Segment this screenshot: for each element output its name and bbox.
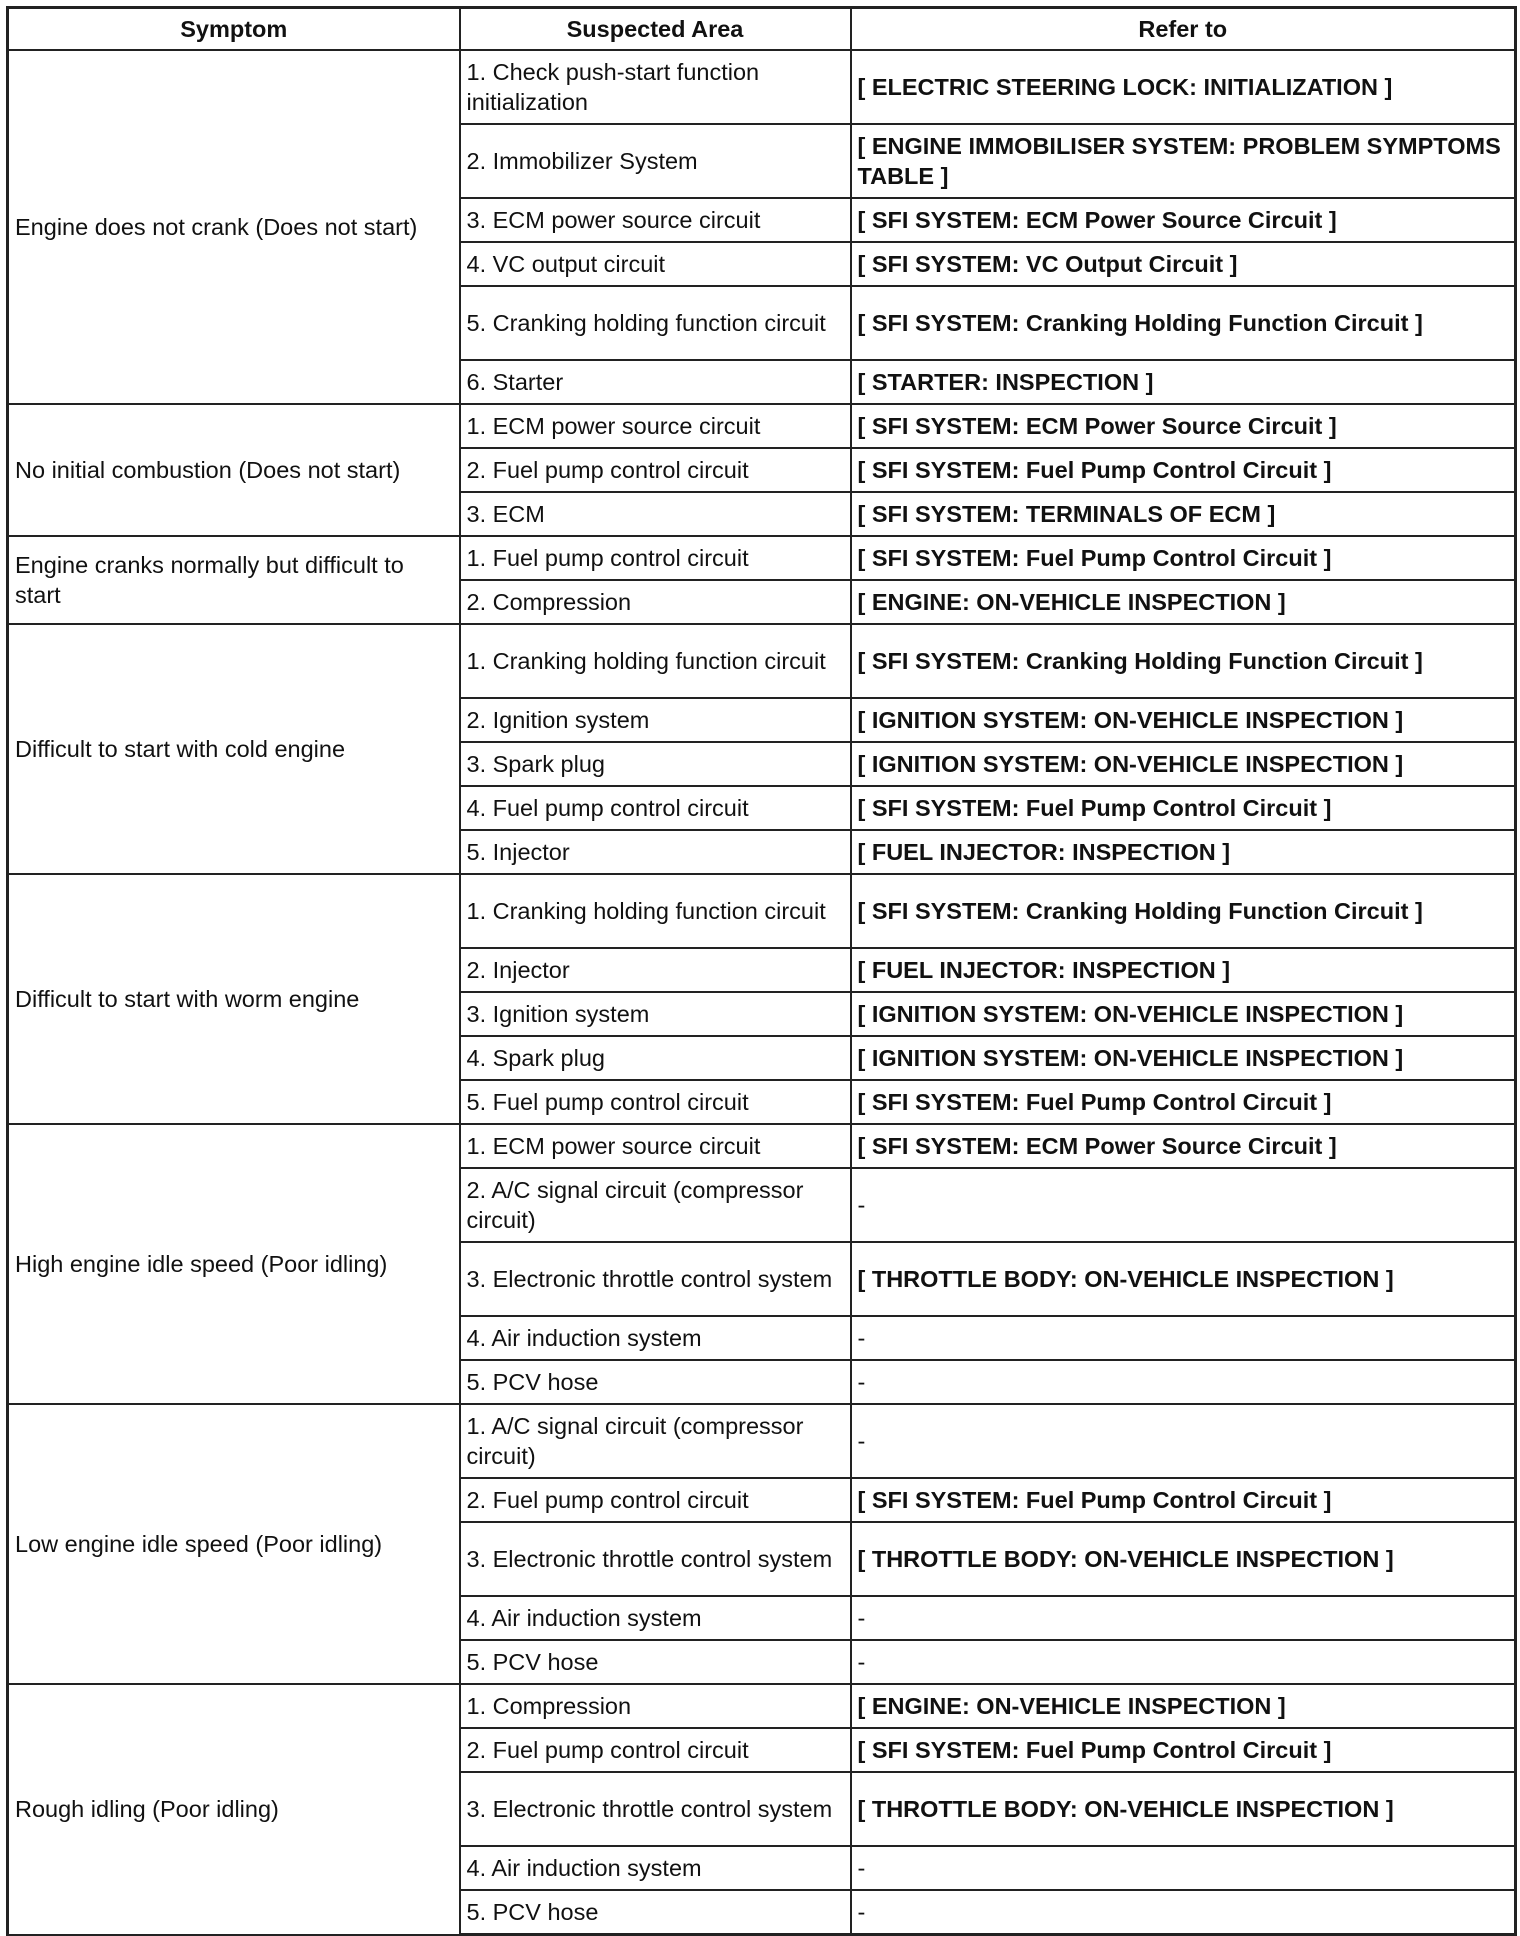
header-suspected-area: Suspected Area: [460, 8, 851, 51]
suspected-area-cell: 1. Cranking holding function circuit: [460, 624, 851, 698]
refer-to-link[interactable]: [ THROTTLE BODY: ON-VEHICLE INSPECTION ]: [851, 1772, 1516, 1846]
refer-to-link[interactable]: [ SFI SYSTEM: Fuel Pump Control Circuit ]: [851, 448, 1516, 492]
symptom-cell: Rough idling (Poor idling): [8, 1684, 460, 1935]
suspected-area-cell: 3. Spark plug: [460, 742, 851, 786]
refer-to-link[interactable]: [ SFI SYSTEM: ECM Power Source Circuit ]: [851, 1124, 1516, 1168]
refer-to-link[interactable]: [ ENGINE: ON-VEHICLE INSPECTION ]: [851, 1684, 1516, 1728]
refer-to-link[interactable]: [ SFI SYSTEM: Cranking Holding Function Circuit ]: [851, 874, 1516, 948]
suspected-area-cell: 4. VC output circuit: [460, 242, 851, 286]
table-row: [8, 404, 1516, 448]
refer-to-link[interactable]: [ ENGINE: ON-VEHICLE INSPECTION ]: [851, 580, 1516, 624]
suspected-area-cell: 2. A/C signal circuit (compressor circuit): [460, 1168, 851, 1242]
suspected-area-cell: 5. PCV hose: [460, 1640, 851, 1684]
refer-to-cell: -: [851, 1640, 1516, 1684]
suspected-area-cell: 5. PCV hose: [460, 1360, 851, 1404]
refer-to-link[interactable]: [ IGNITION SYSTEM: ON-VEHICLE INSPECTION ]: [851, 698, 1516, 742]
refer-to-cell: -: [851, 1404, 1516, 1478]
symptom-cell: No initial combustion (Does not start): [8, 404, 460, 536]
refer-to-link[interactable]: [ SFI SYSTEM: Fuel Pump Control Circuit ]: [851, 786, 1516, 830]
symptom-cell: Difficult to start with worm engine: [8, 874, 460, 1124]
table-row: [8, 624, 1516, 698]
suspected-area-cell: 1. Check push-start function initialization: [460, 50, 851, 124]
refer-to-cell: -: [851, 1316, 1516, 1360]
refer-to-link[interactable]: [ SFI SYSTEM: Fuel Pump Control Circuit ]: [851, 536, 1516, 580]
symptom-cell: High engine idle speed (Poor idling): [8, 1124, 460, 1404]
refer-to-link[interactable]: [ IGNITION SYSTEM: ON-VEHICLE INSPECTION ]: [851, 1036, 1516, 1080]
symptom-cell: Difficult to start with cold engine: [8, 624, 460, 874]
suspected-area-cell: 2. Fuel pump control circuit: [460, 448, 851, 492]
refer-to-link[interactable]: [ STARTER: INSPECTION ]: [851, 360, 1516, 404]
suspected-area-cell: 3. Electronic throttle control system: [460, 1522, 851, 1596]
suspected-area-cell: 2. Fuel pump control circuit: [460, 1478, 851, 1522]
refer-to-link[interactable]: [ SFI SYSTEM: VC Output Circuit ]: [851, 242, 1516, 286]
refer-to-cell: -: [851, 1846, 1516, 1890]
suspected-area-cell: 4. Air induction system: [460, 1316, 851, 1360]
refer-to-link[interactable]: [ THROTTLE BODY: ON-VEHICLE INSPECTION ]: [851, 1242, 1516, 1316]
suspected-area-cell: 2. Injector: [460, 948, 851, 992]
refer-to-cell: -: [851, 1168, 1516, 1242]
refer-to-link[interactable]: [ SFI SYSTEM: Fuel Pump Control Circuit ]: [851, 1080, 1516, 1124]
refer-to-cell: -: [851, 1360, 1516, 1404]
symptom-cell: Engine cranks normally but difficult to start: [8, 536, 460, 624]
suspected-area-cell: 6. Starter: [460, 360, 851, 404]
table-row: [8, 1404, 1516, 1478]
refer-to-link[interactable]: [ IGNITION SYSTEM: ON-VEHICLE INSPECTION ]: [851, 742, 1516, 786]
problem-symptoms-table: [6, 6, 1517, 1936]
suspected-area-cell: 2. Ignition system: [460, 698, 851, 742]
refer-to-link[interactable]: [ SFI SYSTEM: Cranking Holding Function Circuit ]: [851, 286, 1516, 360]
table-row: [8, 874, 1516, 948]
suspected-area-cell: 1. A/C signal circuit (compressor circuit): [460, 1404, 851, 1478]
table-row: [8, 1124, 1516, 1168]
refer-to-link[interactable]: [ SFI SYSTEM: TERMINALS OF ECM ]: [851, 492, 1516, 536]
suspected-area-cell: 5. Cranking holding function circuit: [460, 286, 851, 360]
suspected-area-cell: 4. Spark plug: [460, 1036, 851, 1080]
suspected-area-cell: 5. PCV hose: [460, 1890, 851, 1935]
suspected-area-cell: 2. Immobilizer System: [460, 124, 851, 198]
suspected-area-cell: 4. Air induction system: [460, 1596, 851, 1640]
suspected-area-cell: 5. Injector: [460, 830, 851, 874]
table-row: [8, 50, 1516, 124]
suspected-area-cell: 2. Compression: [460, 580, 851, 624]
header-refer-to: Refer to: [851, 8, 1516, 51]
suspected-area-cell: 1. Compression: [460, 1684, 851, 1728]
suspected-area-cell: 3. Electronic throttle control system: [460, 1242, 851, 1316]
symptom-cell: Low engine idle speed (Poor idling): [8, 1404, 460, 1684]
suspected-area-cell: 1. ECM power source circuit: [460, 1124, 851, 1168]
suspected-area-cell: 1. Cranking holding function circuit: [460, 874, 851, 948]
table-row: [8, 536, 1516, 580]
refer-to-link[interactable]: [ ELECTRIC STEERING LOCK: INITIALIZATION ]: [851, 50, 1516, 124]
suspected-area-cell: 5. Fuel pump control circuit: [460, 1080, 851, 1124]
refer-to-link[interactable]: [ THROTTLE BODY: ON-VEHICLE INSPECTION ]: [851, 1522, 1516, 1596]
refer-to-link[interactable]: [ SFI SYSTEM: Cranking Holding Function Circuit ]: [851, 624, 1516, 698]
header-symptom: Symptom: [8, 8, 460, 51]
refer-to-cell: -: [851, 1596, 1516, 1640]
header-row: [8, 8, 1516, 51]
refer-to-link[interactable]: [ SFI SYSTEM: Fuel Pump Control Circuit ]: [851, 1478, 1516, 1522]
table-body: [8, 50, 1516, 1935]
refer-to-link[interactable]: [ IGNITION SYSTEM: ON-VEHICLE INSPECTION ]: [851, 992, 1516, 1036]
suspected-area-cell: 3. ECM: [460, 492, 851, 536]
suspected-area-cell: 1. ECM power source circuit: [460, 404, 851, 448]
suspected-area-cell: 1. Fuel pump control circuit: [460, 536, 851, 580]
refer-to-link[interactable]: [ FUEL INJECTOR: INSPECTION ]: [851, 830, 1516, 874]
refer-to-link[interactable]: [ SFI SYSTEM: ECM Power Source Circuit ]: [851, 404, 1516, 448]
table-row: [8, 1684, 1516, 1728]
suspected-area-cell: 3. Ignition system: [460, 992, 851, 1036]
suspected-area-cell: 4. Air induction system: [460, 1846, 851, 1890]
suspected-area-cell: 3. ECM power source circuit: [460, 198, 851, 242]
suspected-area-cell: 3. Electronic throttle control system: [460, 1772, 851, 1846]
refer-to-cell: -: [851, 1890, 1516, 1935]
refer-to-link[interactable]: [ SFI SYSTEM: Fuel Pump Control Circuit ]: [851, 1728, 1516, 1772]
refer-to-link[interactable]: [ SFI SYSTEM: ECM Power Source Circuit ]: [851, 198, 1516, 242]
suspected-area-cell: 2. Fuel pump control circuit: [460, 1728, 851, 1772]
refer-to-link[interactable]: [ ENGINE IMMOBILISER SYSTEM: PROBLEM SYMPTOMS TABLE ]: [851, 124, 1516, 198]
refer-to-link[interactable]: [ FUEL INJECTOR: INSPECTION ]: [851, 948, 1516, 992]
suspected-area-cell: 4. Fuel pump control circuit: [460, 786, 851, 830]
symptom-cell: Engine does not crank (Does not start): [8, 50, 460, 404]
